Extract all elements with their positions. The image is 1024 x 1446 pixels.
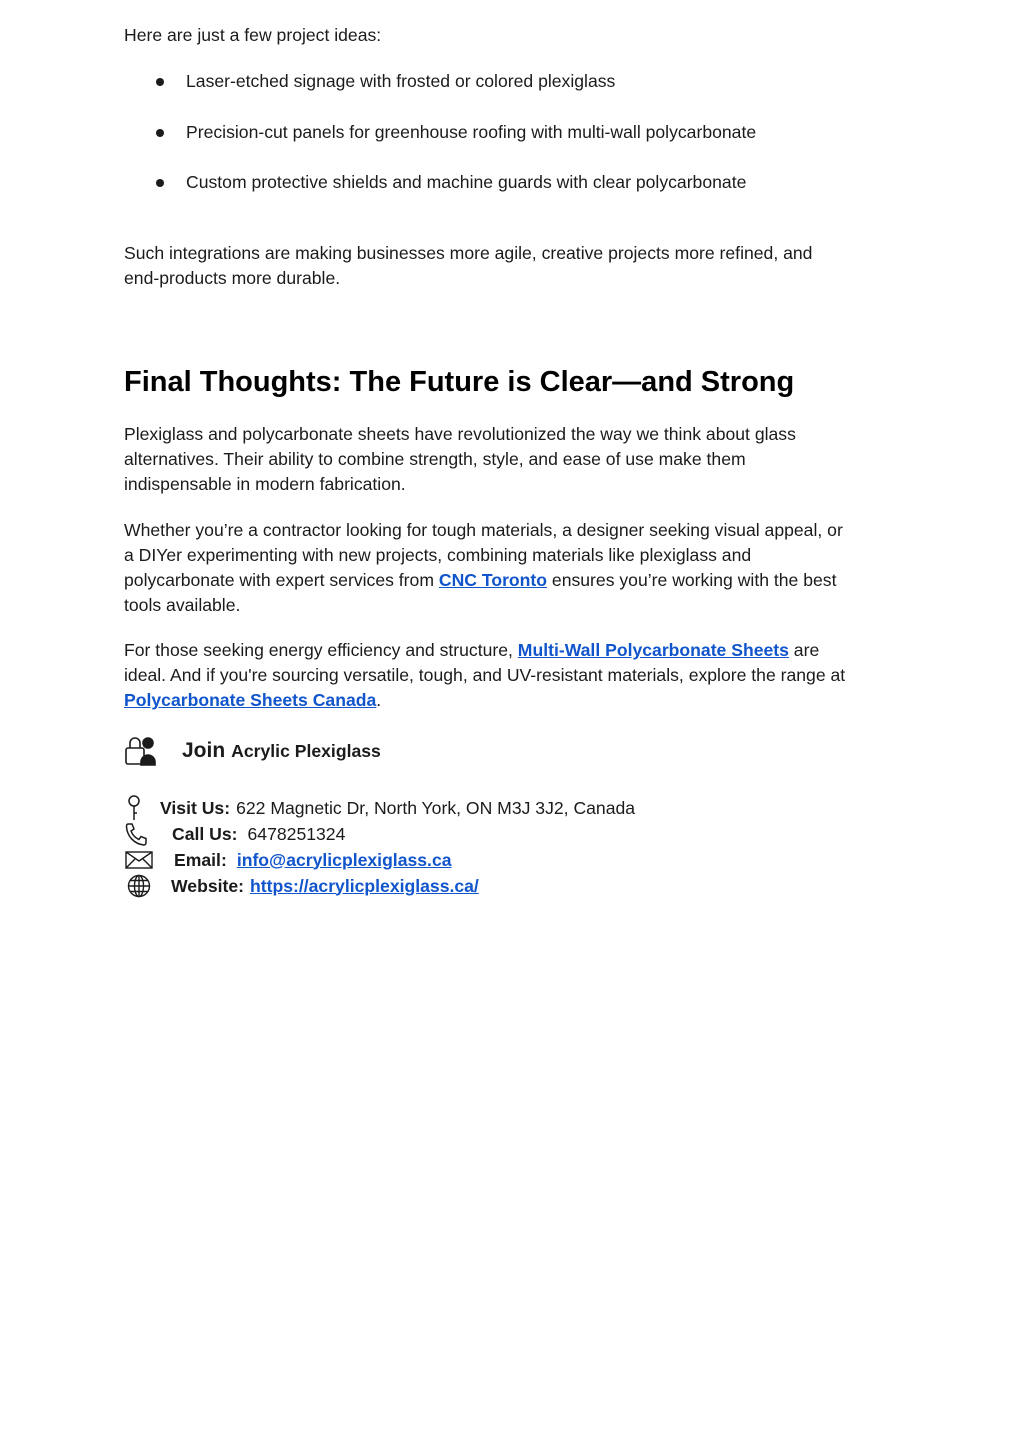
summary-paragraph: Such integrations are making businesses more agile, creative projects more refined, and end-products more durable. bbox=[124, 243, 813, 288]
website-row bbox=[124, 873, 479, 899]
website-label: Website: bbox=[171, 875, 244, 896]
email-link[interactable]: info@acrylicplexiglass.ca bbox=[236, 849, 452, 870]
join-word: Join bbox=[182, 739, 226, 762]
email-label: Email: bbox=[174, 849, 227, 870]
call-label: Call Us: bbox=[172, 823, 238, 844]
website-link[interactable]: https://acrylicplexiglass.ca/ bbox=[250, 875, 479, 896]
phone-icon bbox=[124, 822, 150, 846]
section-heading: Final Thoughts: The Future is Clear—and Strong bbox=[124, 366, 795, 398]
visit-address: 622 Magnetic Dr, North York, ON M3J 3J2, Canada bbox=[236, 797, 636, 818]
paragraph-1: Plexiglass and polycarbonate sheets have revolutionized the way we think about glass alternatives. Their ability to combine strength, style, and ease of use make them indispensable in modern fabrication. bbox=[124, 424, 796, 494]
intro-text: Here are just a few project ideas: bbox=[124, 25, 382, 45]
join-banner bbox=[124, 734, 381, 768]
bullet-dot-icon bbox=[156, 129, 164, 137]
call-row bbox=[124, 821, 345, 847]
cnc-toronto-link[interactable]: CNC Toronto bbox=[438, 570, 548, 590]
globe-icon bbox=[127, 874, 151, 898]
location-pin-icon bbox=[126, 795, 142, 821]
phone-number: 6478251324 bbox=[247, 823, 346, 844]
brand-name: Acrylic Plexiglass bbox=[231, 740, 381, 761]
list-item: Precision-cut panels for greenhouse roofing with multi-wall polycarbonate bbox=[124, 120, 756, 171]
bullet-dot-icon bbox=[156, 179, 164, 187]
paragraph-2: Whether you’re a contractor looking for tough materials, a designer seeking visual appeal, or a DIYer experimenting with new projects, combining materials like plexiglass and polycarbonate with expert services from CNC Toronto ensures you’re working with the best tools available. bbox=[124, 520, 843, 615]
multi-wall-polycarbonate-link[interactable]: Multi-Wall Polycarbonate Sheets bbox=[517, 640, 789, 660]
envelope-icon bbox=[125, 851, 153, 869]
email-row bbox=[124, 847, 452, 873]
list-item: Laser-etched signage with frosted or colored plexiglass bbox=[124, 69, 756, 120]
polycarbonate-sheets-canada-link[interactable]: Polycarbonate Sheets Canada bbox=[124, 690, 377, 710]
people-join-icon bbox=[124, 734, 158, 768]
visit-row bbox=[124, 795, 635, 821]
project-ideas-list bbox=[124, 69, 756, 221]
bullet-dot-icon bbox=[156, 78, 164, 86]
paragraph-3: For those seeking energy efficiency and structure, Multi-Wall Polycarbonate Sheets are ideal. And if you're sourcing versatile, tough, and UV-resistant materials, explore the range at Polycarbonate Sheets Canada. bbox=[124, 640, 846, 710]
list-item: Custom protective shields and machine guards with clear polycarbonate bbox=[124, 170, 756, 221]
visit-label: Visit Us: bbox=[160, 797, 231, 818]
